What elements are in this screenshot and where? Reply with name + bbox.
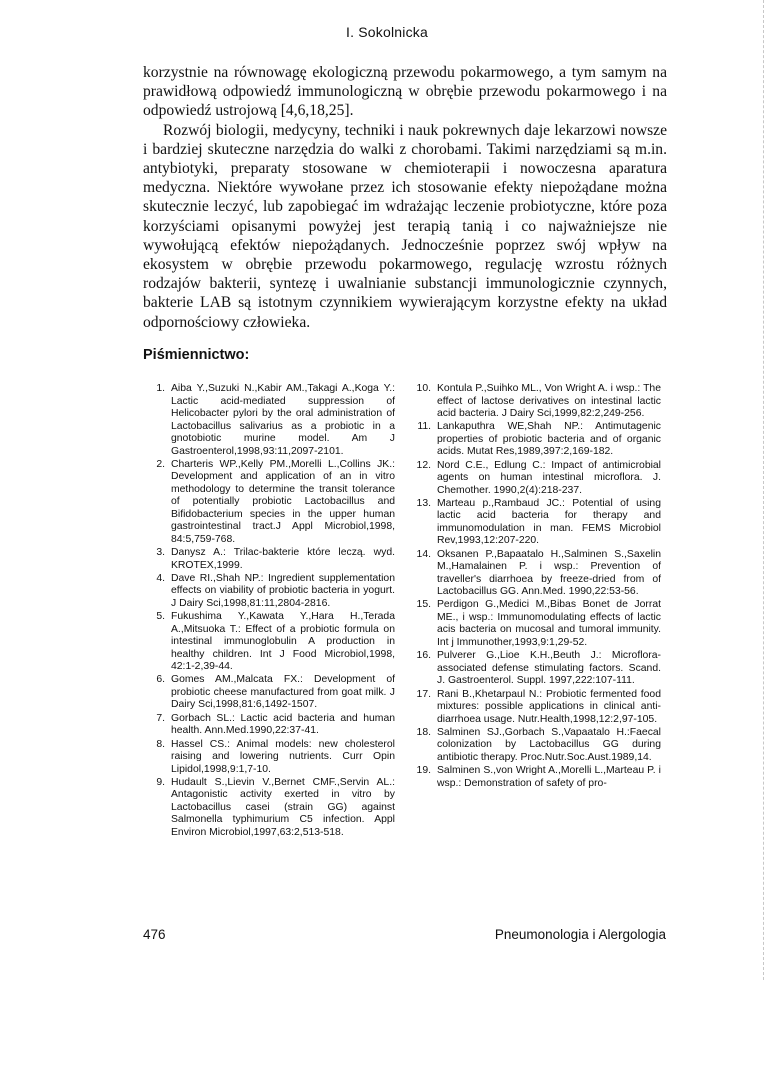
reference-text: Marteau p.,Rambaud JC.: Potential of using lactic acid bacteria for therapy and immunomodulation in man. FEMS Microbiol Rev,1993,12:207-220.	[437, 497, 661, 547]
reference-text: Dave RI.,Shah NP.: Ingredient supplementation effects on viability of probiotic bacteria in yogurt. J Dairy Sci,1998,81:11,2804-2816.	[171, 572, 395, 609]
reference-number: 10.	[416, 383, 431, 394]
reference-item	[143, 713, 395, 738]
reference-item	[409, 689, 661, 727]
reference-item	[143, 611, 395, 674]
reference-number: 11.	[417, 421, 431, 433]
reference-item	[409, 460, 661, 498]
reference-item	[143, 547, 395, 572]
reference-number: 17.	[416, 688, 431, 700]
reference-text: Fukushima Y.,Kawata Y.,Hara H.,Terada A.,Mitsuoka T.: Effect of a probiotic formula on intestinal immunoglobulin A production in healthy children. Int J Food Microbiol,1998, 42:1-2,39-44.	[171, 611, 395, 673]
reference-item	[143, 383, 395, 458]
reference-number: 12.	[416, 459, 431, 471]
running-header: I. Sokolnicka	[346, 24, 428, 40]
reference-number: 16.	[416, 650, 431, 662]
reference-item	[143, 674, 395, 712]
reference-text: Aiba Y.,Suzuki N.,Kabir AM.,Takagi A.,Koga Y.: Lactic acid-mediated suppression of Helicobacter pylori by the oral administration of Lactobacillus salivarius as a probiotic in a gnotobiotic murine model. Am J Gastroenterol,1998,93:11,2097-2101.	[171, 383, 395, 457]
reference-text: Salminen S.,von Wright A.,Morelli L.,Marteau P. i wsp.: Demonstration of safety of pro-	[437, 765, 661, 789]
reference-text: Perdigon G.,Medici M.,Bibas Bonet de Jorrat ME., i wsp.: Immunomodulating effects of lactic acis bacteria on mucosal and tumoral immunity. Int j Immunother,1993,9:1,29-52.	[437, 599, 661, 648]
reference-item	[409, 650, 661, 688]
reference-number: 15.	[416, 599, 431, 611]
reference-number: 1.	[156, 383, 165, 394]
reference-text: Kontula P.,Suihko ML., Von Wright A. i wsp.: The effect of lactose derivatives on intestinal lactic acid bacteria. J Dairy Sci,1999,82:2,249-256.	[437, 383, 661, 419]
reference-text: Gorbach SL.: Lactic acid bacteria and human health. Ann.Med.1990,22:37-41.	[171, 712, 395, 737]
references-heading: Piśmiennictwo:	[143, 347, 250, 363]
reference-item	[409, 765, 661, 790]
reference-item	[409, 421, 661, 459]
reference-number: 14.	[416, 548, 431, 560]
journal-name: Pneumonologia i Alergologia	[494, 927, 666, 942]
paragraph: korzystnie na równowagę ekologiczną przewodu pokarmowego, a tym samym na prawidłową odpowiedź immunologiczną w obrębie przewodu pokarmowego i na odpowiedź ustrojową [4,6,18,25].	[143, 64, 667, 120]
reference-number: 2.	[156, 458, 165, 470]
reference-number: 9.	[156, 776, 165, 788]
reference-item	[409, 599, 661, 649]
scan-edge-divider	[763, 0, 764, 980]
reference-item	[143, 777, 395, 840]
page-number: 476	[143, 927, 166, 942]
reference-number: 8.	[156, 738, 165, 750]
reference-text: Oksanen P.,Bapaatalo H.,Salminen S.,Saxelin M.,Hamalainen P. i wsp.: Prevention of traveller's diarrhoea by freeze-dried from of Lactobacillus GG. Ann.Med. 1990,22:53-56.	[437, 548, 661, 598]
reference-text: Rani B.,Khetarpaul N.: Probiotic fermented food mixtures: possible applications in clinical anti-diarrhoea usage. Nutr.Health,1998,12:2,97-105.	[437, 688, 661, 725]
reference-text: Nord C.E., Edlung C.: Impact of antimicrobial agents on human intestinal microflora. J. Chemother. 1990,2(4):218-237.	[437, 459, 661, 496]
reference-text: Hassel CS.: Animal models: new cholesterol raising and lowering nutrients. Curr Opin Lipidol,1998,9:1,7-10.	[171, 738, 395, 775]
references-column-right	[409, 383, 661, 791]
reference-text: Lankaputhra WE,Shah NP.: Antimutagenic properties of probiotic bacteria and of organic acids. Mutat Res,1989,397:2,169-182.	[437, 421, 661, 458]
reference-item	[143, 739, 395, 777]
reference-number: 3.	[156, 547, 165, 559]
reference-number: 5.	[156, 611, 165, 623]
reference-number: 7.	[156, 712, 165, 724]
reference-item	[409, 383, 661, 421]
paragraph: Rozwój biologii, medycyny, techniki i nauk pokrewnych daje lekarzowi nowsze i bardziej skuteczne narzędzia do walki z chorobami. Takimi narzędziami są m.in. antybiotyki, preparaty stosowane w chemioterapii i nowoczesna aparatura medyczna. Niektóre wywołane przez ich stosowanie efekty niepożądane można skutecznie leczyć, lub zapobiegać im wdrażając leczenie probiotyczne, które poza korzyściami opisanymi powyżej jest terapią tanią i co najważniejsze nie wywołującą efektów niepożądanych. Jednocześnie poprzez swój wpływ na ekosystem w obrębie przewodu pokarmowego, regulację wzrostu różnych rodzajów bakterii, syntezę i uwalnianie substancji immunologicznie czynnych, bakterie LAB są istotnym czynnikiem wywierającym korzystne efekty na układ odpornościowy człowieka.	[143, 121, 667, 331]
body-text	[143, 63, 667, 332]
reference-text: Gomes AM.,Malcata FX.: Development of probiotic cheese manufactured from goat milk. J Dairy Sci,1998,81:6,1492-1507.	[171, 674, 395, 711]
reference-number: 4.	[156, 572, 165, 584]
reference-text: Danysz A.: Trilac-bakterie które leczą. wyd. KROTEX,1999.	[171, 547, 395, 571]
reference-text: Hudault S.,Lievin V.,Bernet CMF.,Servin AL.: Antagonistic activity exerted in vitro by Lactobacillus casei (strain GG) against Salmonella typhimurium C5 infection. Appl Environ Microbiol,1997,63:2,513-518.	[171, 776, 395, 838]
reference-text: Pulverer G.,Lioe K.H.,Beuth J.: Microflora-associated defense stimulating factors. Scand. J. Gastroenterol. Suppl. 1997,222:107-111.	[437, 650, 661, 687]
reference-item	[409, 727, 661, 765]
reference-number: 18.	[416, 726, 431, 738]
reference-number: 6.	[156, 674, 165, 686]
reference-item	[143, 573, 395, 611]
references-column-left	[143, 383, 395, 840]
reference-item	[409, 549, 661, 599]
reference-number: 13.	[416, 497, 431, 509]
reference-text: Charteris WP.,Kelly PM.,Morelli L.,Collins JK.: Development and application of an in vitro methodology to determine the transit tolerance of potentially probiotic Lactobacillus and Bifidobacterium species in the upper human gastrointestinal tract.J Appl Microbiol,1998, 84:5,759-768.	[171, 458, 395, 545]
reference-text: Salminen SJ.,Gorbach S.,Vapaatalo H.:Faecal colonization by Lactobacillus GG during antibiotic therapy. Proc.Nutr.Soc.Aust.1989,14.	[437, 726, 661, 763]
reference-item	[409, 498, 661, 548]
reference-number: 19.	[416, 765, 431, 777]
reference-item	[143, 459, 395, 547]
